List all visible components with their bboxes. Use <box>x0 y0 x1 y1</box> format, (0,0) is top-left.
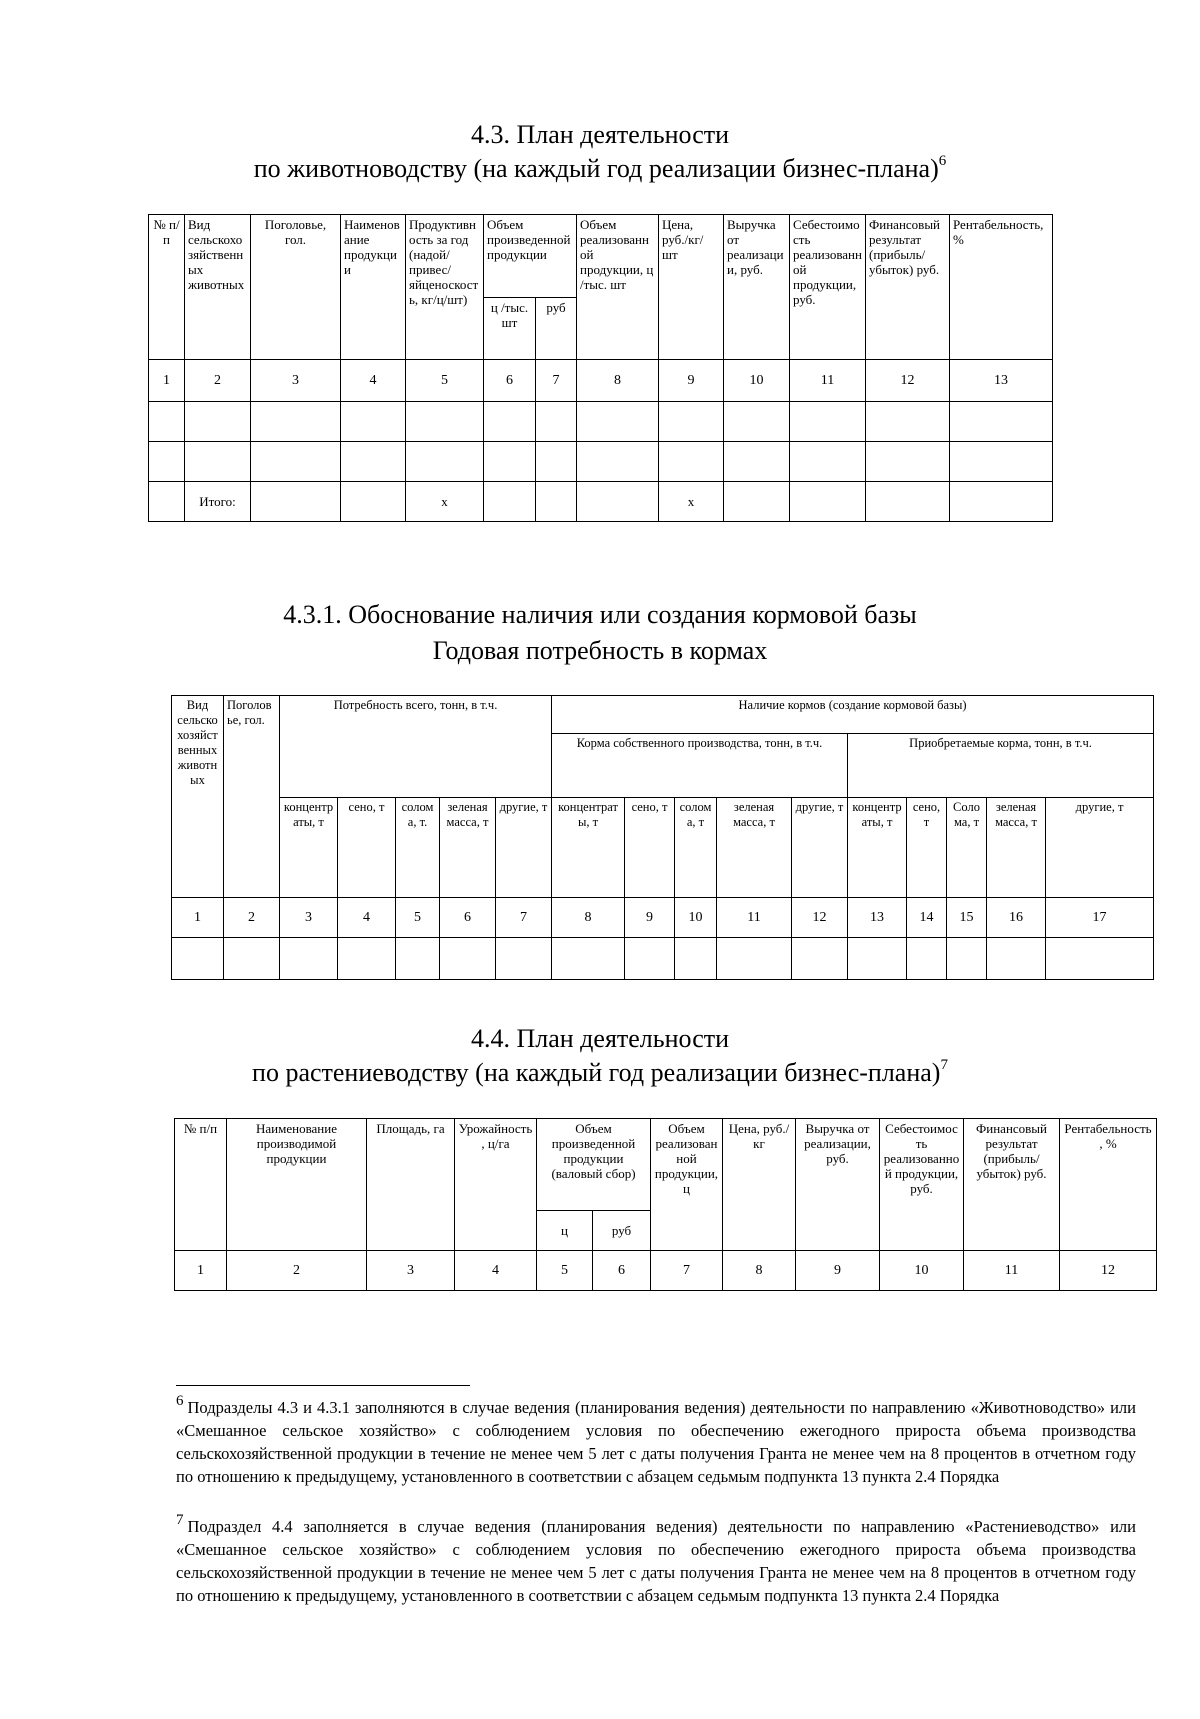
header-fin-result: Финансовый результат (прибыль/убыток) руб. <box>866 215 950 360</box>
col-number: 8 <box>552 898 625 938</box>
col-number: 2 <box>185 360 251 402</box>
section-431-title-line1: 4.3.1. Обоснование наличия или создания кормовой базы <box>283 600 917 629</box>
empty-cell[interactable] <box>149 402 185 442</box>
header-own-feed: Корма собственного производства, тонн, в т.ч. <box>552 734 848 798</box>
empty-cell[interactable] <box>280 938 338 980</box>
empty-cell[interactable] <box>341 442 406 482</box>
col-number: 15 <box>947 898 987 938</box>
col-number: 12 <box>1060 1251 1157 1291</box>
empty-cell[interactable] <box>675 938 717 980</box>
column-number-row <box>172 898 1154 938</box>
empty-cell[interactable] <box>790 402 866 442</box>
x-mark: x <box>659 482 724 522</box>
section-43-title-text: по животноводству (на каждый год реализации бизнес-плана) <box>253 154 939 183</box>
header-need-total: Потребность всего, тонн, в т.ч. <box>280 696 552 798</box>
total-row <box>149 482 1053 522</box>
empty-cell[interactable] <box>577 482 659 522</box>
header-profitability: Рентабельность, % <box>1060 1119 1157 1251</box>
empty-cell[interactable] <box>341 402 406 442</box>
footnote-text: Подразделы 4.3 и 4.3.1 заполняются в случае ведения (планирования ведения) деятельности по направлению «Животноводство» или «Смешанное сельское хозяйство» с соблюдением условия по обеспечению ежегодного прироста объема производства сельскохозяйственной продукции в течение не менее чем 5 лет с даты получения Гранта не менее чем на 8 процентов в отчетном году по отношению к предыдущему, установленного в соответствии с абзацем седьмым подпункта 13 пункта 2.4 Порядка <box>176 1398 1136 1486</box>
col-number: 5 <box>396 898 440 938</box>
header-own-concentrates: концентраты, т <box>552 798 625 898</box>
section-44-title-line2 <box>0 1056 1200 1090</box>
col-number: 17 <box>1046 898 1154 938</box>
empty-cell[interactable] <box>950 402 1053 442</box>
col-number: 3 <box>251 360 341 402</box>
section-44-title-text: по растениеводству (на каждый год реализации бизнес-плана) <box>252 1058 941 1087</box>
col-number: 5 <box>406 360 484 402</box>
table-row <box>172 938 1154 980</box>
col-number: 2 <box>224 898 280 938</box>
col-number: 14 <box>907 898 947 938</box>
header-volume-руб: руб <box>593 1211 651 1251</box>
header-productivity: Продуктивность за год (надой/привес/яйценоскость, кг/ц/шт) <box>406 215 484 360</box>
col-number: 13 <box>950 360 1053 402</box>
col-number: 7 <box>536 360 577 402</box>
header-fin-result: Финансовый результат (прибыль/убыток) руб. <box>964 1119 1060 1251</box>
header-own-hay: сено, т <box>625 798 675 898</box>
table-row <box>149 402 1053 442</box>
header-own-green-mass: зеленая масса, т <box>717 798 792 898</box>
col-number: 9 <box>796 1251 880 1291</box>
header-own-other: другие, т <box>792 798 848 898</box>
header-volume-ц: ц /тыс. шт <box>484 298 536 360</box>
col-number: 1 <box>172 898 224 938</box>
col-number: 8 <box>577 360 659 402</box>
header-availability: Наличие кормов (создание кормовой базы) <box>552 696 1154 734</box>
footnote-ref-7: 7 <box>940 1057 948 1073</box>
x-mark: x <box>406 482 484 522</box>
col-number: 3 <box>367 1251 455 1291</box>
header-purchased-hay: сено, т <box>907 798 947 898</box>
empty-cell[interactable] <box>724 402 790 442</box>
header-volume-produced: Объем произведенной продукции <box>484 215 577 298</box>
empty-cell[interactable] <box>484 442 536 482</box>
footnote-mark: 6 <box>176 1393 184 1409</box>
empty-cell[interactable] <box>577 442 659 482</box>
col-number: 10 <box>675 898 717 938</box>
empty-cell[interactable] <box>866 442 950 482</box>
empty-cell[interactable] <box>577 402 659 442</box>
header-heads: Поголовье, гол. <box>251 215 341 360</box>
empty-cell[interactable] <box>484 402 536 442</box>
header-price: Цена, руб./кг <box>723 1119 796 1251</box>
header-cost: Себестоимость реализованной продукции, руб. <box>790 215 866 360</box>
col-number: 10 <box>880 1251 964 1291</box>
column-number-row <box>149 360 1053 402</box>
col-number: 2 <box>227 1251 367 1291</box>
empty-cell[interactable] <box>406 442 484 482</box>
footnote-mark: 7 <box>176 1512 184 1528</box>
empty-cell[interactable] <box>866 402 950 442</box>
empty-cell[interactable] <box>149 482 185 522</box>
empty-cell[interactable] <box>185 402 251 442</box>
crop-plan-table <box>174 1118 1157 1291</box>
col-number: 6 <box>593 1251 651 1291</box>
header-purchased-straw: Солома, т <box>947 798 987 898</box>
header-animal-type: Вид сельскохозяйственных животных <box>185 215 251 360</box>
header-area: Площадь, га <box>367 1119 455 1251</box>
header-product-name: Наименование производимой продукции <box>227 1119 367 1251</box>
column-number-row <box>175 1251 1157 1291</box>
empty-cell[interactable] <box>396 938 440 980</box>
header-own-straw: солома, т <box>675 798 717 898</box>
header-num: № п/п <box>175 1119 227 1251</box>
empty-cell[interactable] <box>172 938 224 980</box>
empty-cell[interactable] <box>338 938 396 980</box>
header-price: Цена, руб./кг/ шт <box>659 215 724 360</box>
empty-cell[interactable] <box>552 938 625 980</box>
empty-cell[interactable] <box>790 442 866 482</box>
empty-cell[interactable] <box>1046 938 1154 980</box>
empty-cell[interactable] <box>907 938 947 980</box>
header-heads: Поголовье, гол. <box>224 696 280 898</box>
empty-cell[interactable] <box>717 938 792 980</box>
col-number: 11 <box>717 898 792 938</box>
header-volume-sold: Объем реализованной продукции, ц /тыс. шт <box>577 215 659 360</box>
footnote-text: Подраздел 4.4 заполняется в случае ведения (планирования ведения) деятельности по направлению «Растениеводство» или «Смешанное сельское хозяйство» с соблюдением условия по обеспечению ежегодного прироста объема производства сельскохозяйственной продукции в течение не менее чем 5 лет с даты получения Гранта не менее чем на 8 процентов в отчетном году по отношению к предыдущему, установленного в соответствии с абзацем седьмым подпункта 13 пункта 2.4 Порядка <box>176 1517 1136 1605</box>
empty-cell[interactable] <box>185 442 251 482</box>
empty-cell[interactable] <box>724 442 790 482</box>
header-straw: солома, т. <box>396 798 440 898</box>
feed-requirement-table <box>171 695 1154 980</box>
header-revenue: Выручка от реализации, руб. <box>724 215 790 360</box>
col-number: 4 <box>455 1251 537 1291</box>
col-number: 7 <box>496 898 552 938</box>
col-number: 6 <box>484 360 536 402</box>
header-green-mass: зеленая масса, т <box>440 798 496 898</box>
empty-cell[interactable] <box>866 482 950 522</box>
header-volume-ц: ц <box>537 1211 593 1251</box>
empty-cell[interactable] <box>224 938 280 980</box>
header-profitability: Рентабельность, % <box>950 215 1053 360</box>
empty-cell[interactable] <box>950 442 1053 482</box>
section-431-title-line2: Годовая потребность в кормах <box>432 636 768 665</box>
table-row <box>149 442 1053 482</box>
col-number: 11 <box>964 1251 1060 1291</box>
empty-cell[interactable] <box>724 482 790 522</box>
empty-cell[interactable] <box>792 938 848 980</box>
header-cost: Себестоимость реализованной продукции, руб. <box>880 1119 964 1251</box>
empty-cell[interactable] <box>950 482 1053 522</box>
header-other: другие, т <box>496 798 552 898</box>
header-num: № п/п <box>149 215 185 360</box>
empty-cell[interactable] <box>496 938 552 980</box>
header-purchased-concentrates: концентраты, т <box>848 798 907 898</box>
header-volume-produced: Объем произведенной продукции (валовый сбор) <box>537 1119 651 1211</box>
footnote-separator <box>176 1385 470 1386</box>
empty-cell[interactable] <box>149 442 185 482</box>
header-revenue: Выручка от реализации, руб. <box>796 1119 880 1251</box>
col-number: 11 <box>790 360 866 402</box>
col-number: 12 <box>792 898 848 938</box>
total-label: Итого: <box>185 482 251 522</box>
header-hay: сено, т <box>338 798 396 898</box>
section-43-title-line2 <box>0 152 1200 186</box>
header-volume-sold: Объем реализованной продукции, ц <box>651 1119 723 1251</box>
empty-cell[interactable] <box>625 938 675 980</box>
col-number: 1 <box>149 360 185 402</box>
col-number: 13 <box>848 898 907 938</box>
col-number: 4 <box>341 360 406 402</box>
empty-cell[interactable] <box>790 482 866 522</box>
empty-cell[interactable] <box>536 482 577 522</box>
empty-cell[interactable] <box>659 402 724 442</box>
header-animal-type: Вид сельскохозяйственных животных <box>172 696 224 898</box>
footnote-7 <box>176 1512 1136 1607</box>
col-number: 3 <box>280 898 338 938</box>
col-number: 1 <box>175 1251 227 1291</box>
col-number: 10 <box>724 360 790 402</box>
header-product-name: Наименование продукции <box>341 215 406 360</box>
section-43-title-line1: 4.3. План деятельности <box>470 120 730 149</box>
col-number: 16 <box>987 898 1046 938</box>
col-number: 12 <box>866 360 950 402</box>
col-number: 9 <box>625 898 675 938</box>
header-volume-руб: руб <box>536 298 577 360</box>
empty-cell[interactable] <box>484 482 536 522</box>
section-44-title-line1: 4.4. План деятельности <box>470 1024 730 1053</box>
col-number: 7 <box>651 1251 723 1291</box>
col-number: 4 <box>338 898 396 938</box>
header-purchased-feed: Приобретаемые корма, тонн, в т.ч. <box>848 734 1154 798</box>
empty-cell[interactable] <box>659 442 724 482</box>
header-concentrates: концентраты, т <box>280 798 338 898</box>
header-purchased-other: другие, т <box>1046 798 1154 898</box>
livestock-plan-table <box>148 214 1053 522</box>
empty-cell[interactable] <box>987 938 1046 980</box>
footnote-6 <box>176 1393 1136 1488</box>
header-purchased-green-mass: зеленая масса, т <box>987 798 1046 898</box>
empty-cell[interactable] <box>440 938 496 980</box>
col-number: 9 <box>659 360 724 402</box>
col-number: 5 <box>537 1251 593 1291</box>
col-number: 6 <box>440 898 496 938</box>
empty-cell[interactable] <box>536 402 577 442</box>
empty-cell[interactable] <box>251 402 341 442</box>
footnote-ref-6: 6 <box>938 153 947 169</box>
empty-cell[interactable] <box>848 938 907 980</box>
col-number: 8 <box>723 1251 796 1291</box>
empty-cell[interactable] <box>341 482 406 522</box>
empty-cell[interactable] <box>947 938 987 980</box>
empty-cell[interactable] <box>406 402 484 442</box>
empty-cell[interactable] <box>251 482 341 522</box>
empty-cell[interactable] <box>251 442 341 482</box>
empty-cell[interactable] <box>536 442 577 482</box>
header-yield: Урожайность, ц/га <box>455 1119 537 1251</box>
